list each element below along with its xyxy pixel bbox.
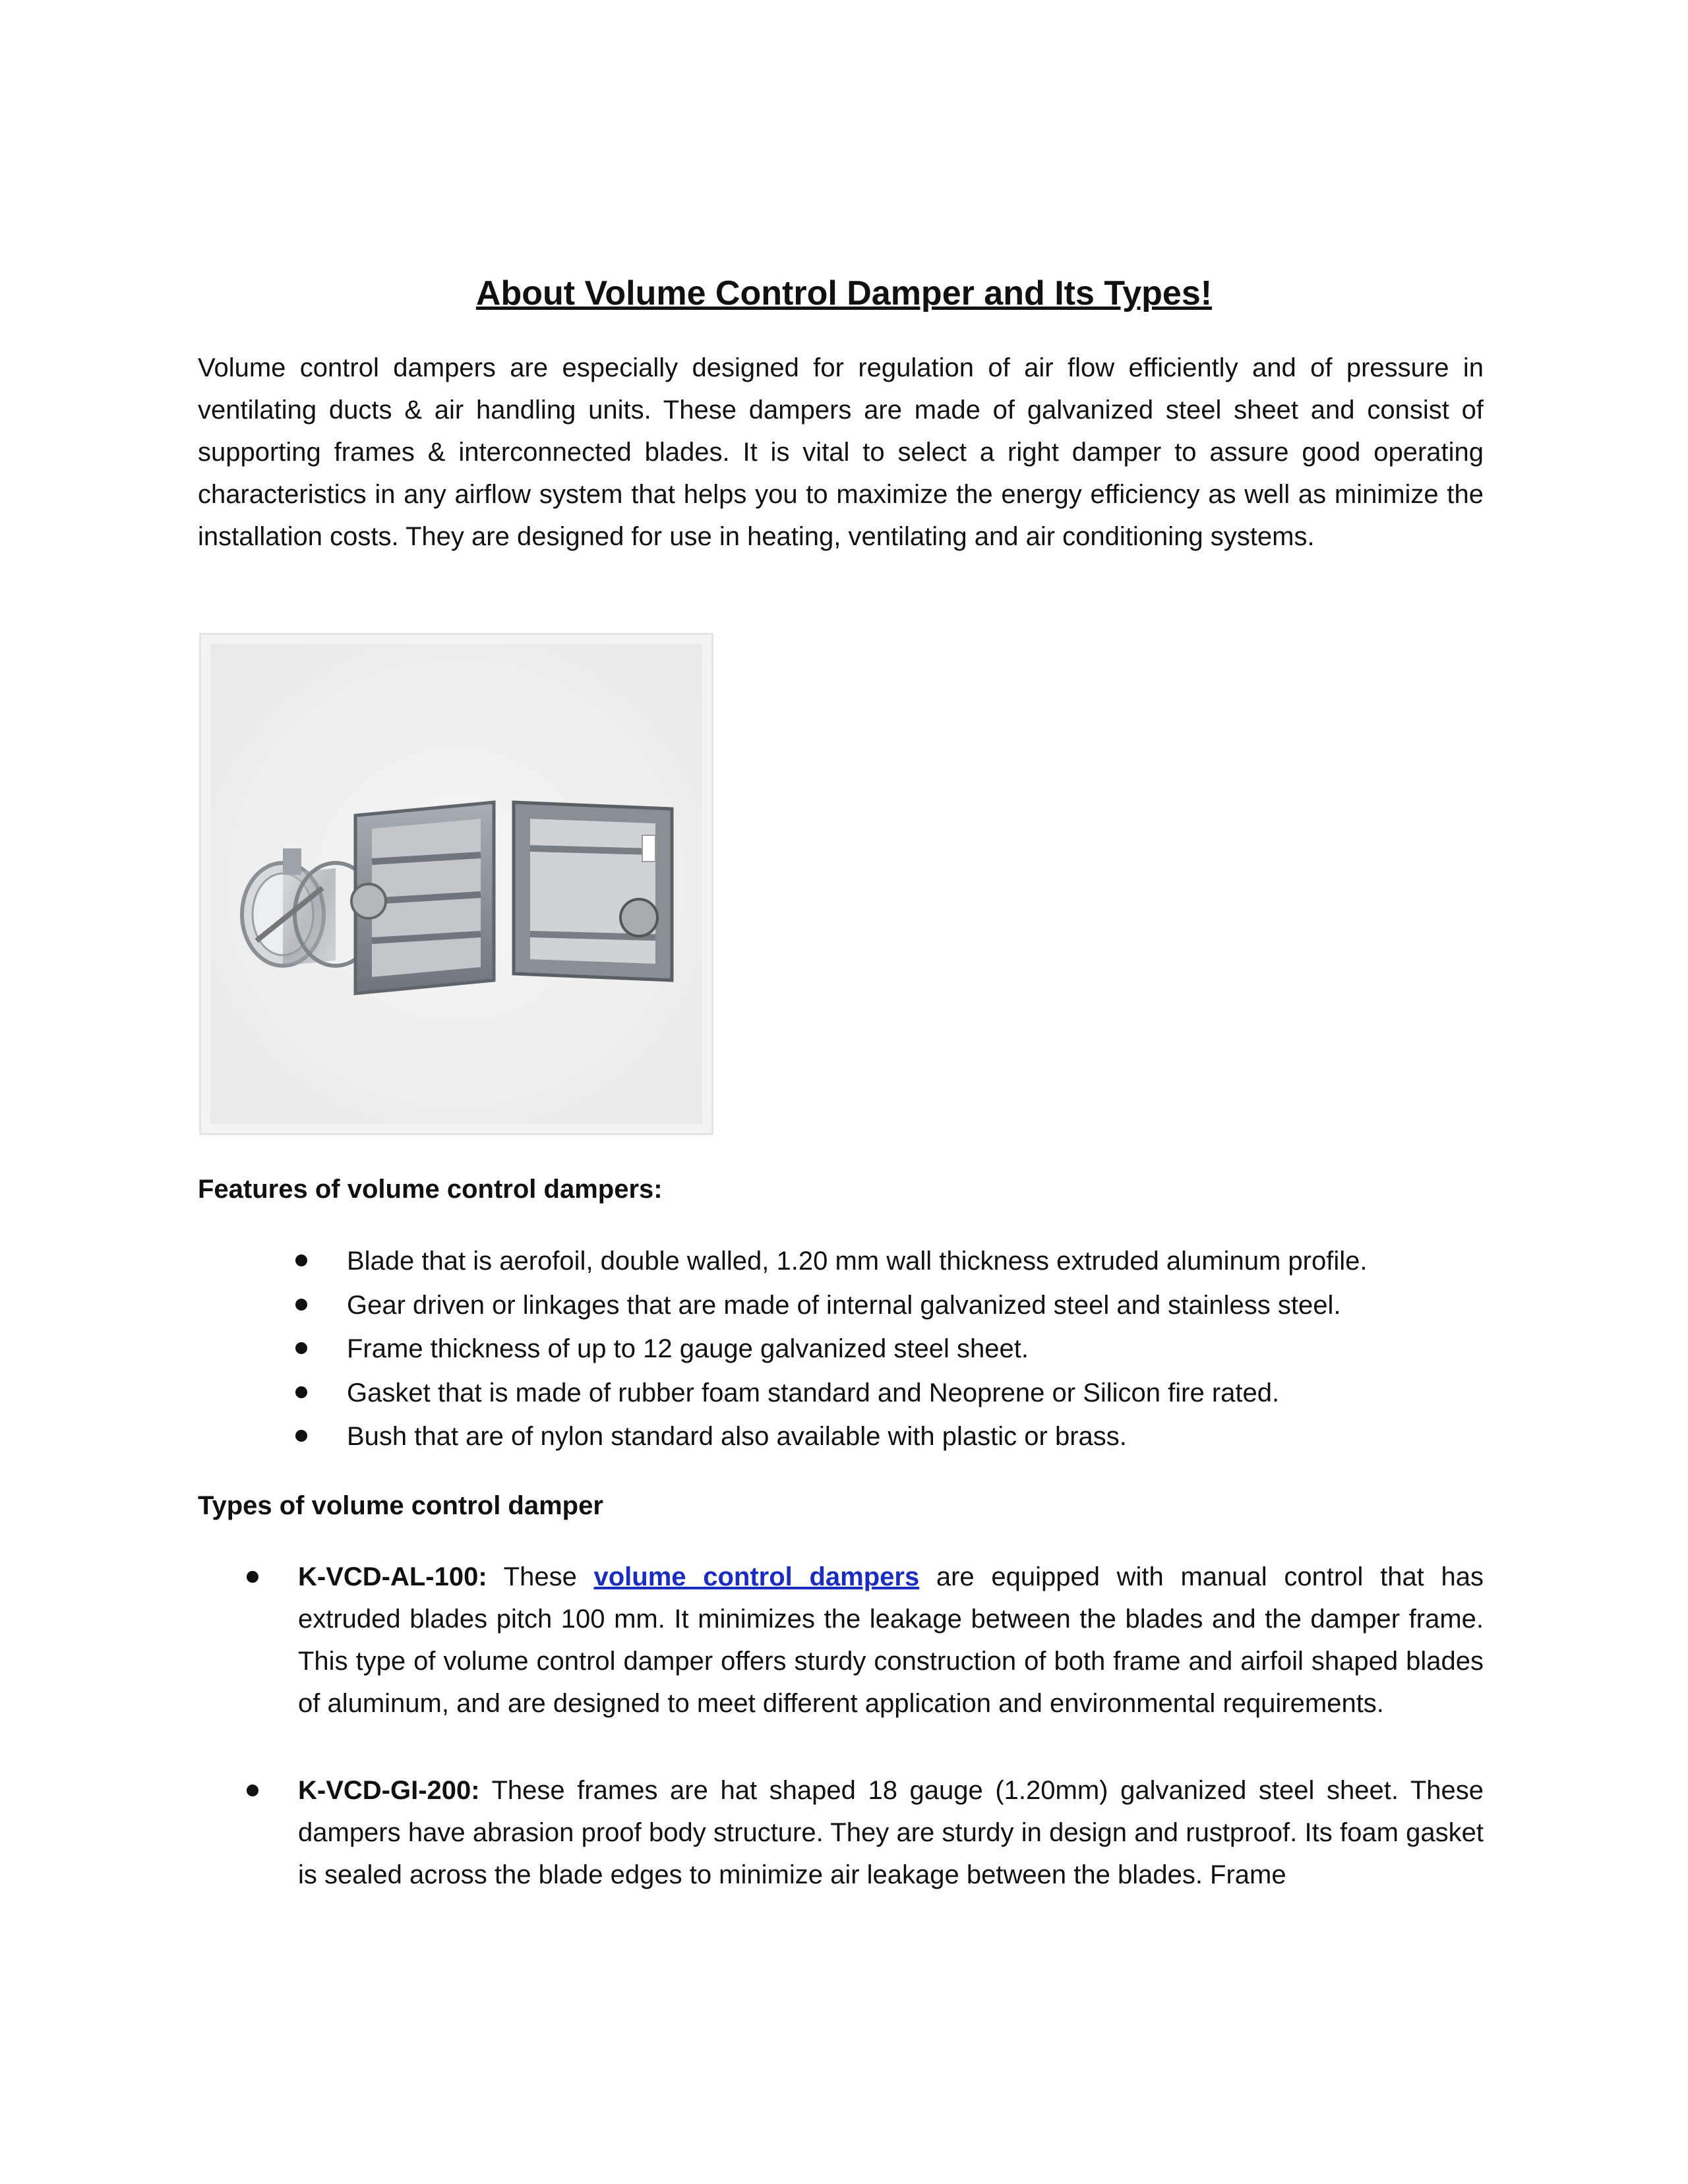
types-heading: Types of volume control damper <box>198 1491 603 1520</box>
list-item <box>198 1415 1484 1459</box>
volume-control-dampers-link[interactable]: volume control dampers <box>593 1562 920 1591</box>
feature-text: Frame thickness of up to 12 gauge galvanized steel sheet. <box>347 1334 1029 1363</box>
type-code: K-VCD-AL-100: <box>298 1562 487 1591</box>
rectangular-damper-front <box>351 802 494 993</box>
list-item <box>198 1769 1484 1896</box>
list-item <box>198 1239 1484 1284</box>
damper-photo <box>199 633 713 1135</box>
feature-text: Gasket that is made of rubber foam standard and Neoprene or Silicon fire rated. <box>347 1378 1280 1407</box>
type-lead-text: These <box>487 1562 594 1591</box>
bullet-icon <box>295 1386 307 1398</box>
list-item <box>198 1284 1484 1328</box>
bullet-icon <box>247 1785 258 1796</box>
intro-paragraph: Volume control dampers are especially designed for regulation of air flow efficiently and of pressure in ventilating ducts & air handling units. These dampers are made of galvanized steel sheet and consist of supporting frames & interconnected blades. It is vital to select a right damper to assure good operating characteristics in any airflow system that helps you to maximize the energy efficiency as well as minimize the installation costs. They are designed for use in heating, ventilating and air conditioning systems. <box>198 353 1484 551</box>
features-list <box>198 1239 1484 1459</box>
list-item <box>198 1371 1484 1415</box>
features-heading: Features of volume control dampers: <box>198 1175 663 1204</box>
bullet-icon <box>295 1254 307 1266</box>
types-list <box>198 1556 1484 1896</box>
type-text: These frames are hat shaped 18 gauge (1.20mm) galvanized steel sheet. These dampers have abrasion proof body structure. They are sturdy in design and rustproof. Its foam gasket is sealed across the blade edges to minimize air leakage between the blades. Frame <box>298 1776 1484 1889</box>
feature-text: Blade that is aerofoil, double walled, 1.20 mm wall thickness extruded aluminum profile. <box>347 1247 1368 1276</box>
feature-text: Gear driven or linkages that are made of internal galvanized steel and stainless steel. <box>347 1290 1341 1320</box>
rectangular-damper-back <box>514 802 672 980</box>
type-text: are equipped with manual control that has extruded blades pitch 100 mm. It minimizes the leakage between the blades and the damper frame. This type of volume control damper offers sturdy construction of both frame and airfoil shaped blades of aluminum, and are designed to meet different application and environmental requirements. <box>298 1562 1484 1718</box>
bullet-icon <box>295 1299 307 1311</box>
bullet-icon <box>247 1571 258 1583</box>
feature-text: Bush that are of nylon standard also available with plastic or brass. <box>347 1422 1127 1451</box>
list-item <box>198 1556 1484 1725</box>
damper-illustration <box>210 644 702 1124</box>
type-code: K-VCD-GI-200: <box>298 1776 480 1805</box>
list-item <box>198 1327 1484 1371</box>
bullet-icon <box>295 1342 307 1354</box>
bullet-icon <box>295 1430 307 1442</box>
document-title: About Volume Control Damper and Its Types! <box>475 274 1213 312</box>
